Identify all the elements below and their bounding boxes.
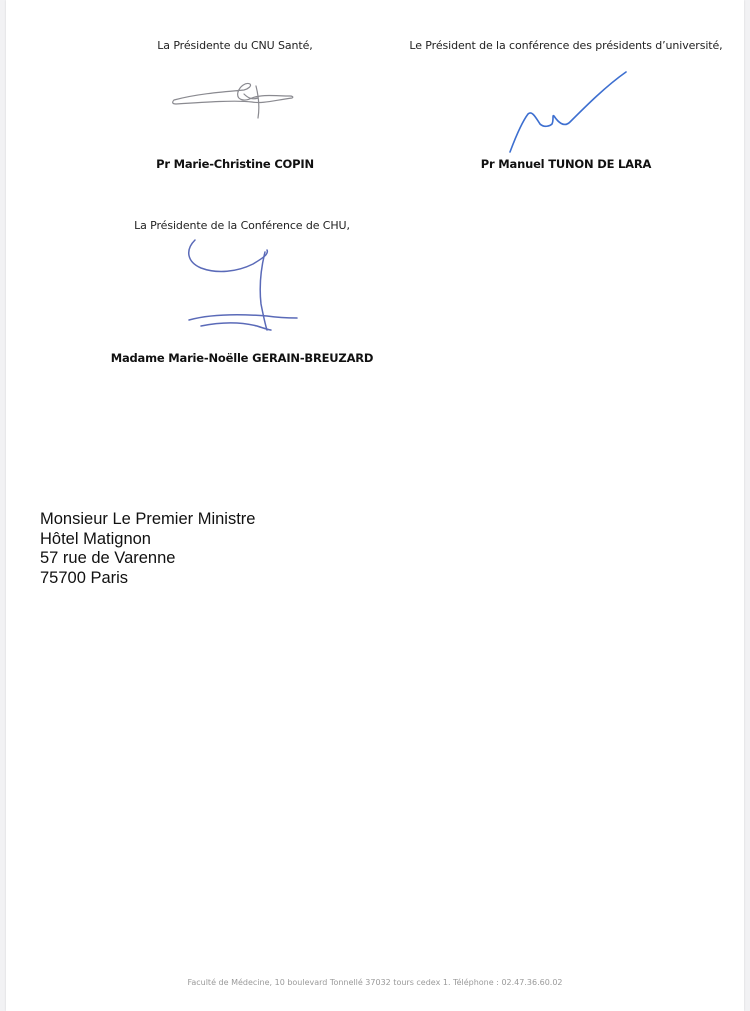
recipient-line-2: Hôtel Matignon [40,529,151,548]
signatory-1-name: Pr Marie-Christine COPIN [156,157,314,171]
signatory-1-role: La Présidente du CNU Santé, [157,39,313,52]
document-page [6,0,744,1011]
recipient-line-1: Monsieur Le Premier Ministre [40,510,256,528]
signatory-3-role: La Présidente de la Conférence de CHU, [134,219,350,232]
signatory-2-name: Pr Manuel TUNON DE LARA [480,157,652,171]
recipient-address [40,510,255,588]
recipient-line-3: 57 rue de Varenne [40,549,176,567]
signature-3-image [181,234,306,339]
signature-1-image [166,72,306,127]
page-footer: Faculté de Médecine, 10 boulevard Tonnellé 37032 tours cedex 1. Téléphone : 02.47.36.60.02 [187,978,563,987]
signatory-2-role: Le Président de la conférence des présidents d’université, [409,39,723,52]
recipient-line-4: 75700 Paris [40,568,129,587]
signatory-3-name: Madame Marie-Noëlle GERAIN-BREUZARD [110,351,374,365]
signature-2-image [506,66,636,158]
